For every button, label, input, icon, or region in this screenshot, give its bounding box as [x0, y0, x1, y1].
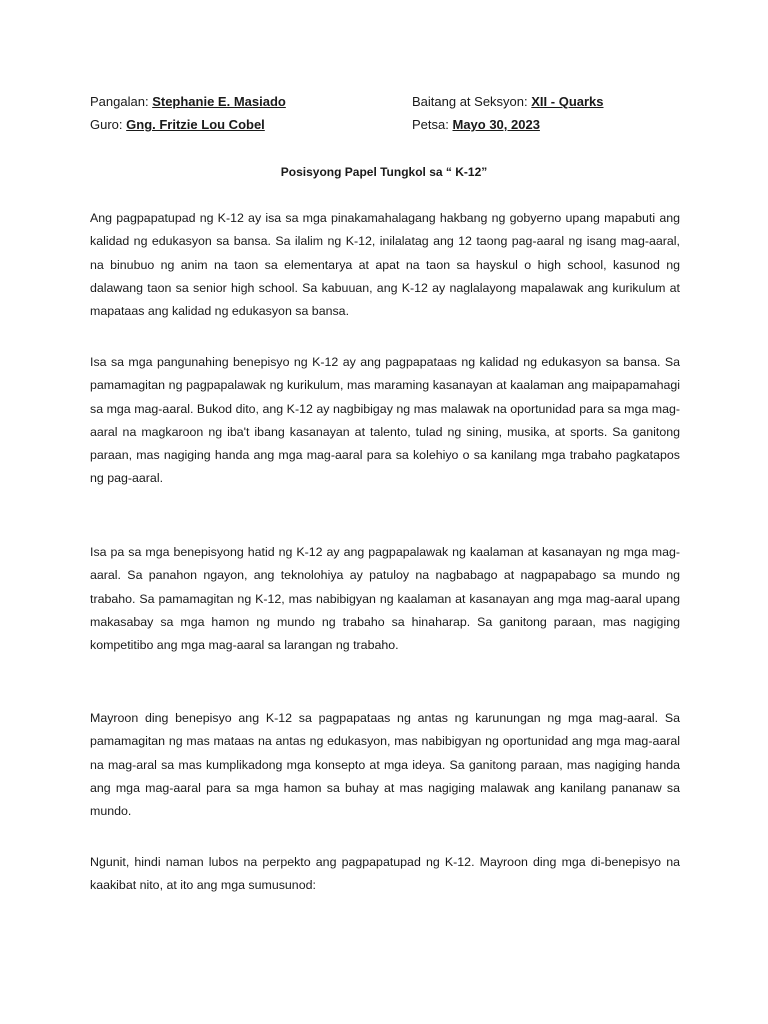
date-value: Mayo 30, 2023 — [452, 117, 540, 132]
header-row-2 — [90, 116, 540, 134]
paragraph-3: Isa pa sa mga benepisyong hatid ng K-12 ay ang pagpapalawak ng kaalaman at kasanayan ng mga mag-aaral. Sa panahon ngayon, ang teknolohiya ay patuloy na nagbabago at nagpapabago sa mundo ng trabaho. Sa pamamagitan ng K-12, mas nabibigyan ng kaalaman at kasanayan ang mga mag-aaral upang makasabay sa mga hamon ng mundo ng trabaho sa hinaharap. Sa ganitong paraan, mas nagiging kompetitibo ang mga mag-aaral sa larangan ng trabaho. — [90, 545, 680, 653]
date-label: Petsa: — [412, 117, 449, 132]
paragraph-5: Ngunit, hindi naman lubos na perpekto ang pagpapatupad ng K-12. Mayroon ding mga di-benepisyo na kaakibat nito, at ito ang mga sumusunod: — [90, 855, 680, 893]
grade-section-field — [412, 93, 604, 111]
name-label: Pangalan: — [90, 94, 149, 109]
grade-value: XII - Quarks — [531, 94, 604, 109]
teacher-label: Guro: — [90, 117, 123, 132]
paragraph-1: Ang pagpapatupad ng K-12 ay isa sa mga pinakamahalagang hakbang ng gobyerno upang mapabuti ang kalidad ng edukasyon sa bansa. Sa ilalim ng K-12, inilalatag ang 12 taong pag-aaral ng isang mag-aaral, na binubuo ng anim na taon sa elementarya at apat na taon sa hayskul o high school, kasunod ng dalawang taon sa senior high school. Sa kabuuan, ang K-12 ay naglalayong mapalawak ang kurikulum at mapataas ang kalidad ng edukasyon sa bansa. — [90, 211, 680, 319]
document-title: Posisyong Papel Tungkol sa “ K-12” — [280, 165, 488, 179]
date-field — [412, 116, 540, 134]
name-value: Stephanie E. Masiado — [152, 94, 286, 109]
teacher-value: Gng. Fritzie Lou Cobel — [126, 117, 265, 132]
paragraph-2: Isa sa mga pangunahing benepisyo ng K-12 ay ang pagpapataas ng kalidad ng edukasyon sa bansa. Sa pamamagitan ng pagpapalawak ng kurikulum, mas maraming kasanayan at kaalaman ang maipapamahagi sa mga mag-aaral. Bukod dito, ang K-12 ay nagbibigay ng mas malawak na oportunidad para sa mga mag-aaral na magkaroon ng iba't ibang kasanayan at talento, tulad ng sining, musika, at sports. Sa ganitong paraan, mas nagiging handa ang mga mag-aaral para sa kolehiyo o sa kanilang mga trabaho pagkatapos ng pag-aaral. — [90, 355, 680, 486]
header-row-1 — [90, 93, 604, 111]
paragraph-4: Mayroon ding benepisyo ang K-12 sa pagpapataas ng antas ng karunungan ng mga mag-aaral. Sa pamamagitan ng mas mataas na antas ng edukasyon, mas nabibigyan ng oportunidad ang mga mag-aaral na mag-aral sa mas kumplikadong mga konsepto at mga ideya. Sa ganitong paraan, mas nagiging handa ang mga mag-aaral para sa mga hamon sa buhay at mas nagiging malawak ang kanilang pananaw sa mundo. — [90, 711, 680, 819]
grade-label: Baitang at Seksyon: — [412, 94, 528, 109]
